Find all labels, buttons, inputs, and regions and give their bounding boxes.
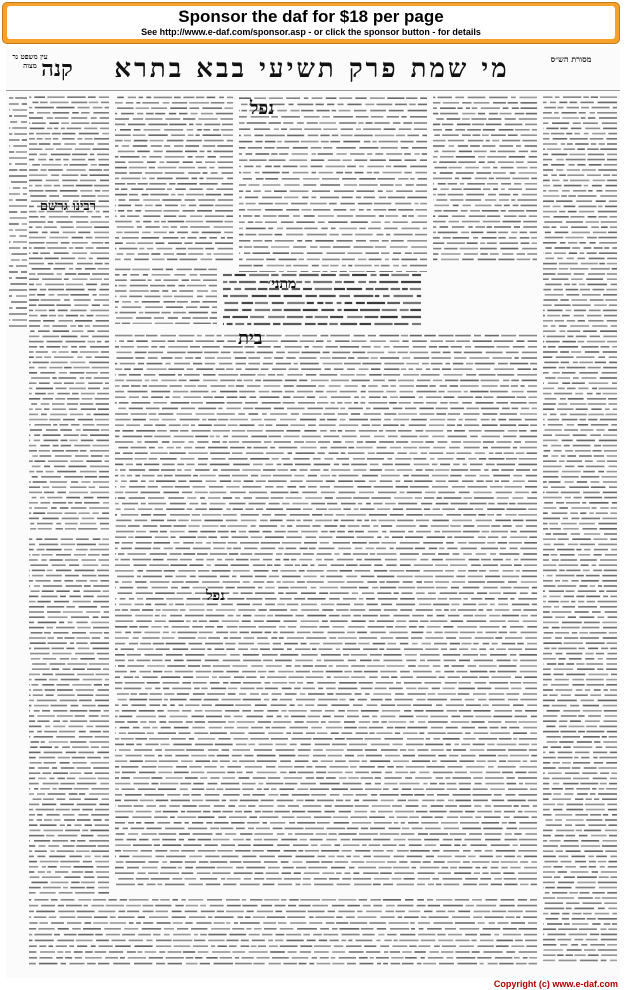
col-tos2-text-lines [114, 264, 218, 324]
rashi-column-top [432, 92, 538, 262]
col-main-text-lines [238, 92, 428, 272]
col-rashi-text-lines [432, 92, 538, 262]
mishnah-block [222, 268, 422, 326]
dropcap-nafal: נפל [250, 98, 275, 119]
rabbeinu-gershom-lower [28, 534, 110, 894]
copyright-link[interactable]: Copyright (c) www.e-daf.com [493, 979, 618, 989]
gemara-commentary-wide [114, 330, 538, 890]
ein-mishpat-column [8, 92, 28, 332]
page-number: קנה [41, 56, 73, 82]
col-tos-text-lines [114, 92, 234, 262]
col-wide-text-lines [114, 330, 538, 890]
col-mishnah-text-lines [222, 268, 422, 326]
ein-mishpat-label: עין משפט נר מצוה [12, 52, 48, 70]
footnotes-block [28, 894, 538, 968]
page-header-title: מי שמת פרק תשיעי בבא בתרא [114, 54, 510, 84]
header-divider [6, 90, 620, 91]
sponsor-subtitle[interactable]: See http://www.e-daf.com/sponsor.asp - or click the sponsor button - for details [141, 27, 481, 37]
gemara-main-top [238, 92, 428, 272]
sponsor-banner[interactable] [2, 2, 620, 44]
talmud-page [6, 48, 620, 978]
tosafot-column-top [114, 92, 234, 262]
col-foot-text-lines [28, 894, 538, 968]
col-ein-text-lines [8, 92, 28, 332]
tosafot-column-mid [114, 264, 218, 324]
sponsor-banner-inner [7, 6, 615, 39]
masoret-column [542, 92, 618, 962]
dropcap-bayit: בית [238, 328, 263, 349]
masoret-hashas-label: מסורת הש״ס [550, 54, 592, 64]
sponsor-title: Sponsor the daf for $18 per page [178, 7, 444, 26]
rabbeinu-gershom-column [28, 92, 110, 532]
dropcap-nafal-2: נפל [206, 588, 225, 604]
col-rg2-text-lines [28, 534, 110, 894]
col-mas-text-lines [542, 92, 618, 962]
col-rg-text-lines [28, 92, 110, 532]
rabbeinu-gershom-title: רבינו גרשם [39, 199, 97, 214]
mishnah-title: מתני׳ [268, 276, 297, 292]
